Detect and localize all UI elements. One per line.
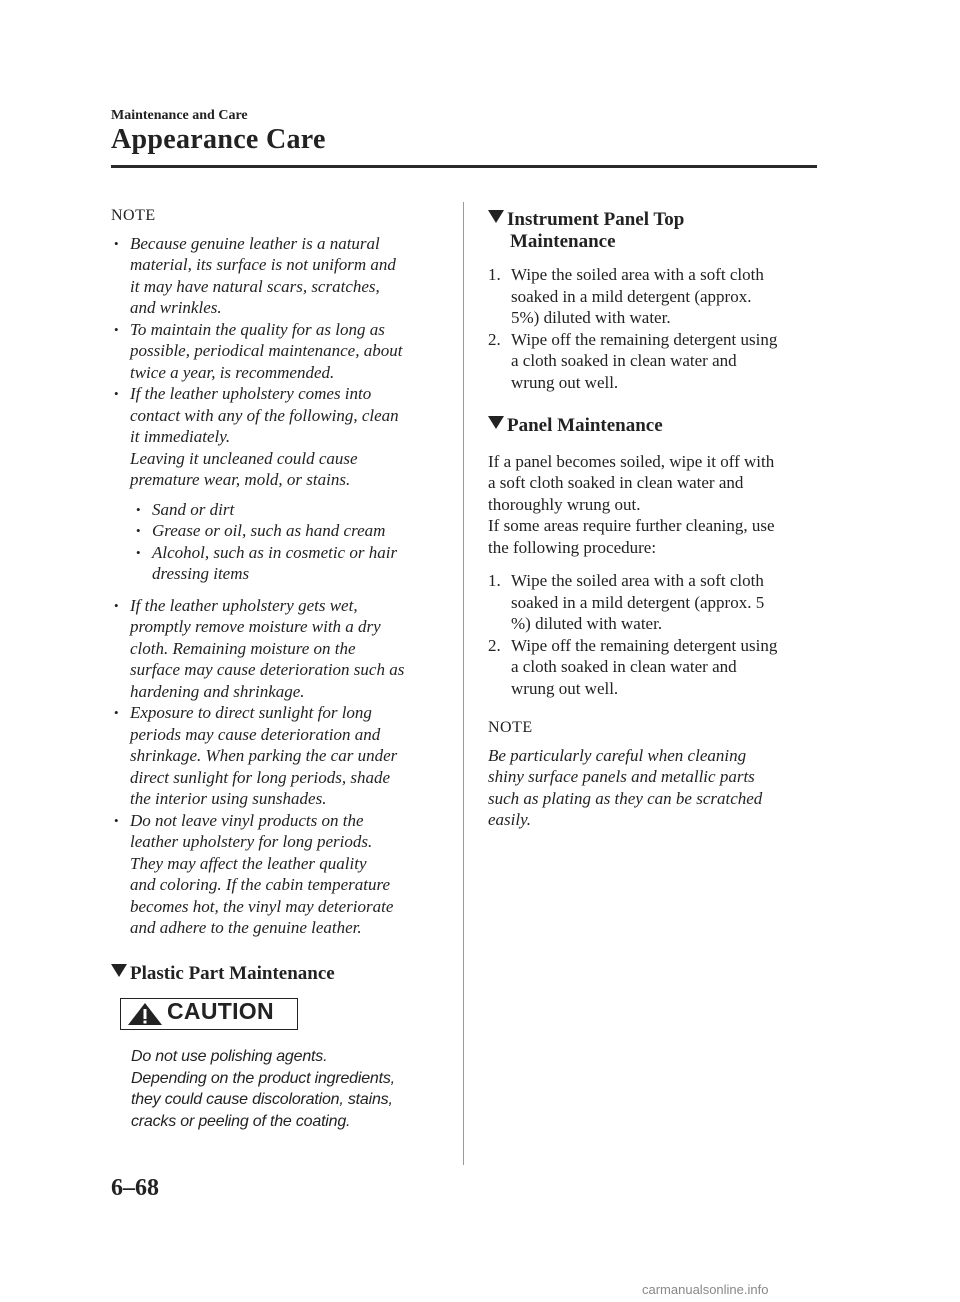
step-line: Wipe off the remaining detergent using bbox=[511, 329, 778, 349]
step-line: a cloth soaked in clean water and bbox=[511, 351, 737, 370]
panel-maintenance-heading bbox=[488, 415, 823, 437]
bullet-icon: • bbox=[114, 812, 119, 828]
list-item-line: Sand or dirt bbox=[152, 499, 235, 519]
bullet-icon: • bbox=[114, 386, 119, 401]
caution-line: cracks or peeling of the coating. bbox=[131, 1112, 351, 1130]
note-item bbox=[111, 595, 441, 703]
caution-line: Depending on the product ingredients, bbox=[131, 1069, 395, 1087]
list-item-line: surface may cause deterioration such as bbox=[130, 660, 405, 679]
bullet-icon: • bbox=[114, 321, 119, 337]
list-item-line: If the leather upholstery gets wet, bbox=[130, 595, 358, 615]
list-item-line: Leaving it uncleaned could cause bbox=[130, 448, 358, 468]
bullet-icon: • bbox=[136, 544, 141, 560]
bullet-icon: • bbox=[136, 523, 141, 538]
right-note-title: NOTE bbox=[488, 719, 533, 736]
list-item-line: and wrinkles. bbox=[130, 298, 222, 317]
step-line: soaked in a mild detergent (approx. bbox=[511, 286, 752, 306]
note-line: Be particularly careful when cleaning bbox=[488, 745, 747, 765]
list-item-line: material, its surface is not uniform and bbox=[130, 255, 396, 274]
sub-list bbox=[133, 499, 441, 585]
column-divider bbox=[463, 202, 464, 1165]
note-item bbox=[111, 319, 441, 384]
sub-item bbox=[133, 542, 441, 585]
list-item-line: Because genuine leather is a natural bbox=[130, 233, 380, 253]
list-item-line: direct sunlight for long periods, shade bbox=[130, 767, 391, 787]
list-item-line: becomes hot, the vinyl may deteriorate bbox=[130, 896, 394, 916]
step-item bbox=[488, 329, 823, 394]
note-item bbox=[111, 233, 441, 319]
plastic-part-heading bbox=[111, 963, 441, 985]
bullet-icon: • bbox=[114, 597, 119, 613]
note-item bbox=[111, 383, 441, 491]
panel-steps bbox=[488, 570, 823, 699]
step-number: 1. bbox=[488, 265, 501, 284]
note-list bbox=[111, 233, 441, 491]
instrument-panel-heading-line-2: Maintenance bbox=[510, 230, 616, 252]
list-item-line: and adhere to the genuine leather. bbox=[130, 918, 362, 937]
instrument-panel-heading bbox=[488, 209, 823, 252]
list-item-line: dressing items bbox=[152, 564, 250, 583]
bullet-icon: • bbox=[114, 235, 119, 251]
step-item bbox=[488, 635, 823, 700]
section-label: Maintenance and Care bbox=[111, 108, 248, 123]
plastic-part-heading-text: Plastic Part Maintenance bbox=[130, 962, 335, 984]
step-item bbox=[488, 570, 823, 635]
sub-item bbox=[133, 499, 441, 521]
list-item-line: hardening and shrinkage. bbox=[130, 681, 305, 701]
step-line: 5%) diluted with water. bbox=[511, 308, 671, 327]
left-column bbox=[111, 205, 441, 1132]
note-item bbox=[111, 702, 441, 810]
section-triangle-icon bbox=[111, 964, 127, 977]
note-list-continued bbox=[111, 595, 441, 939]
step-item bbox=[488, 264, 823, 329]
caution-label: CAUTION bbox=[167, 998, 274, 1024]
list-item-line: the interior using sunshades. bbox=[130, 789, 327, 808]
sub-item bbox=[133, 520, 441, 542]
title-rule bbox=[111, 165, 817, 168]
list-item-line: Exposure to direct sunlight for long bbox=[130, 703, 372, 722]
caution-box bbox=[120, 998, 298, 1030]
list-item-line: cloth. Remaining moisture on the bbox=[130, 638, 356, 658]
list-item-line: possible, periodical maintenance, about bbox=[130, 341, 403, 360]
bullet-icon: • bbox=[136, 501, 141, 517]
step-line: soaked in a mild detergent (approx. 5 bbox=[511, 592, 765, 612]
step-line: Wipe the soiled area with a soft cloth bbox=[511, 571, 764, 590]
step-number: 1. bbox=[488, 571, 501, 590]
watermark: carmanualsonline.info bbox=[642, 1282, 769, 1297]
caution-line: Do not use polishing agents. bbox=[131, 1048, 328, 1065]
intro-line: If a panel becomes soiled, wipe it off with bbox=[488, 451, 775, 471]
list-item-line: contact with any of the following, clean bbox=[130, 405, 399, 425]
step-line: Wipe off the remaining detergent using bbox=[511, 635, 778, 655]
panel-intro bbox=[488, 451, 823, 559]
note-line: easily. bbox=[488, 810, 531, 829]
step-line: wrung out well. bbox=[511, 678, 619, 698]
list-item-line: To maintain the quality for as long as bbox=[130, 319, 385, 339]
note-title: NOTE bbox=[111, 207, 156, 224]
list-item-line: twice a year, is recommended. bbox=[130, 362, 335, 382]
panel-maintenance-heading-text: Panel Maintenance bbox=[507, 415, 663, 436]
caution-text bbox=[131, 1046, 441, 1132]
page-title: Appearance Care bbox=[111, 124, 326, 155]
right-note-text bbox=[488, 745, 823, 831]
note-item bbox=[111, 810, 441, 939]
bullet-icon: • bbox=[114, 705, 119, 720]
intro-line: If some areas require further cleaning, use bbox=[488, 516, 775, 535]
instrument-panel-heading-line-1: Instrument Panel Top bbox=[507, 209, 685, 230]
step-line: a cloth soaked in clean water and bbox=[511, 657, 737, 676]
note-line: such as plating as they can be scratched bbox=[488, 788, 763, 808]
list-item-line: leather upholstery for long periods. bbox=[130, 832, 373, 851]
section-triangle-icon bbox=[488, 416, 504, 429]
list-item-line: promptly remove moisture with a dry bbox=[130, 617, 381, 636]
step-line: %) diluted with water. bbox=[511, 614, 663, 633]
list-item-line: periods may cause deterioration and bbox=[130, 724, 381, 744]
list-item-line: Alcohol, such as in cosmetic or hair bbox=[152, 542, 398, 562]
section-triangle-icon bbox=[488, 210, 504, 223]
list-item-line: it immediately. bbox=[130, 427, 231, 446]
page-number: 6–68 bbox=[111, 1175, 159, 1201]
right-column bbox=[488, 205, 823, 831]
list-item-line: Do not leave vinyl products on the bbox=[130, 810, 364, 830]
intro-line: thoroughly wrung out. bbox=[488, 494, 641, 514]
warning-triangle-icon bbox=[127, 1002, 163, 1026]
list-item-line: premature wear, mold, or stains. bbox=[130, 470, 351, 489]
list-item-line: shrinkage. When parking the car under bbox=[130, 746, 398, 765]
intro-line: a soft cloth soaked in clean water and bbox=[488, 473, 744, 492]
list-item-line: and coloring. If the cabin temperature bbox=[130, 875, 390, 894]
list-item-line: it may have natural scars, scratches, bbox=[130, 276, 380, 296]
list-item-line: Grease or oil, such as hand cream bbox=[152, 521, 386, 540]
step-number: 2. bbox=[488, 635, 501, 655]
instrument-panel-steps bbox=[488, 264, 823, 393]
step-line: Wipe the soiled area with a soft cloth bbox=[511, 265, 764, 284]
list-item-line: They may affect the leather quality bbox=[130, 853, 367, 873]
note-line: shiny surface panels and metallic parts bbox=[488, 767, 755, 786]
step-number: 2. bbox=[488, 329, 501, 349]
caution-line: they could cause discoloration, stains, bbox=[131, 1091, 393, 1108]
list-item-line: If the leather upholstery comes into bbox=[130, 384, 372, 403]
step-line: wrung out well. bbox=[511, 372, 619, 392]
intro-line: the following procedure: bbox=[488, 537, 657, 557]
